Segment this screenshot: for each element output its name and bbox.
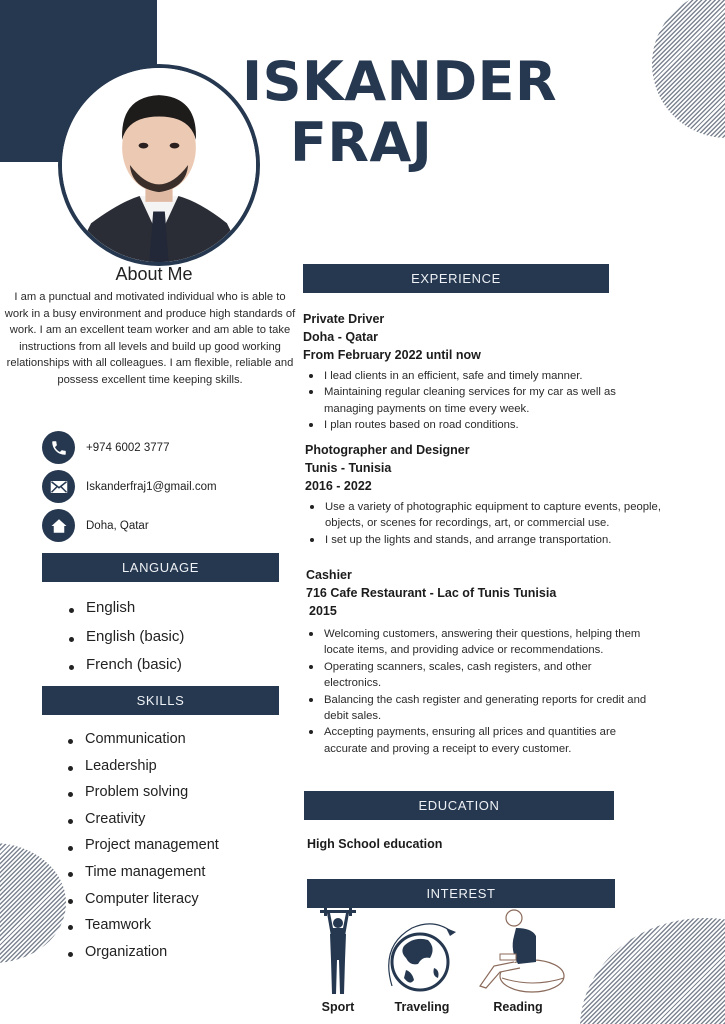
skill-item: Time management bbox=[68, 861, 219, 888]
hatched-circle-decoration bbox=[0, 843, 66, 963]
job-bullet: I set up the lights and stands, and arrange transportation. bbox=[306, 532, 678, 548]
job-bullet: Accepting payments, ensuring all prices and quantities are accurate and proving a receipt to every customer. bbox=[305, 724, 650, 757]
language-item: English (basic) bbox=[69, 625, 184, 654]
job-bullet: I lead clients in an efficient, safe and timely manner. bbox=[305, 368, 655, 384]
phone-text: +974 6002 3777 bbox=[86, 441, 170, 454]
job-location: Tunis - Tunisia bbox=[305, 461, 392, 475]
job-role: Photographer and Designer bbox=[305, 443, 470, 457]
interest-label: Sport bbox=[321, 1000, 355, 1014]
travel-globe-icon bbox=[384, 906, 460, 998]
job-bullet: Use a variety of photographic equipment to capture events, people, objects, or scenes for recordings, art, or commercial use. bbox=[306, 499, 678, 532]
about-title: About Me bbox=[115, 264, 193, 284]
job-bullets bbox=[306, 499, 678, 548]
interest-item-traveling bbox=[384, 906, 460, 1014]
job-role: Cashier bbox=[306, 568, 352, 582]
skill-item: Communication bbox=[68, 728, 219, 755]
language-item: French (basic) bbox=[69, 653, 184, 682]
interest-item-sport bbox=[313, 906, 363, 1014]
job-bullets bbox=[305, 368, 655, 434]
profile-photo bbox=[58, 64, 260, 266]
home-icon bbox=[42, 509, 75, 542]
reading-icon bbox=[470, 906, 566, 998]
education-text: High School education bbox=[307, 837, 443, 851]
interest-section-header: INTEREST bbox=[307, 879, 615, 908]
job-bullet: Welcoming customers, answering their questions, helping them locate items, and providing advice or recommendations. bbox=[305, 626, 650, 659]
job-bullet: I plan routes based on road conditions. bbox=[305, 417, 655, 433]
education-section-header: EDUCATION bbox=[304, 791, 614, 820]
skill-item: Computer literacy bbox=[68, 888, 219, 915]
skill-item: Creativity bbox=[68, 808, 219, 835]
job-bullet: Balancing the cash register and generating reports for credit and debit sales. bbox=[305, 692, 650, 725]
skill-item: Leadership bbox=[68, 755, 219, 782]
interest-label: Traveling bbox=[394, 1000, 450, 1014]
language-list bbox=[69, 596, 184, 682]
skill-item: Organization bbox=[68, 941, 219, 968]
person-portrait-icon bbox=[62, 68, 256, 262]
interest-item-reading bbox=[470, 906, 566, 1014]
about-text: I am a punctual and motivated individual who is able to work in a busy environment and produce high standards of work. I am an excellent team worker and am able to take instructions from all levels and build up good working relationships with all colleagues. I am flexible, reliable and possess excellent time keeping skills. bbox=[4, 291, 296, 386]
job-period: 2015 bbox=[309, 604, 337, 618]
contact-address bbox=[42, 509, 149, 542]
hatched-circle-decoration bbox=[652, 0, 725, 138]
job-bullet: Maintaining regular cleaning services for my car as well as managing payments on time every week. bbox=[305, 384, 655, 417]
job-header bbox=[306, 566, 556, 620]
language-item: English bbox=[69, 596, 184, 625]
email-text: Iskanderfraj1@gmail.com bbox=[86, 480, 217, 493]
job-period: 2016 - 2022 bbox=[305, 479, 372, 493]
job-header bbox=[305, 441, 470, 495]
skill-item: Project management bbox=[68, 834, 219, 861]
hatched-circle-decoration bbox=[580, 918, 725, 1024]
name-first: ISKANDER bbox=[242, 50, 558, 113]
mail-icon bbox=[42, 470, 75, 503]
name-last: FRAJ bbox=[290, 111, 433, 174]
job-bullets bbox=[305, 626, 650, 757]
address-text: Doha, Qatar bbox=[86, 519, 149, 532]
job-location: 716 Cafe Restaurant - Lac of Tunis Tunisia bbox=[306, 586, 557, 600]
skill-item: Teamwork bbox=[68, 914, 219, 941]
contact-phone bbox=[42, 431, 169, 464]
sport-icon bbox=[318, 906, 358, 998]
experience-section-header: EXPERIENCE bbox=[303, 264, 609, 293]
job-location: Doha - Qatar bbox=[303, 330, 379, 344]
skill-item: Problem solving bbox=[68, 781, 219, 808]
skills-section-header: SKILLS bbox=[42, 686, 279, 715]
interest-label: Reading bbox=[493, 1000, 543, 1014]
skills-list bbox=[68, 728, 219, 967]
job-period: From February 2022 until now bbox=[303, 348, 481, 362]
language-section-header: LANGUAGE bbox=[42, 553, 279, 582]
job-role: Private Driver bbox=[303, 312, 385, 326]
contact-email bbox=[42, 470, 217, 503]
job-header bbox=[303, 310, 481, 364]
phone-icon bbox=[42, 431, 75, 464]
job-bullet: Operating scanners, scales, cash registers, and other electronics. bbox=[305, 659, 650, 692]
